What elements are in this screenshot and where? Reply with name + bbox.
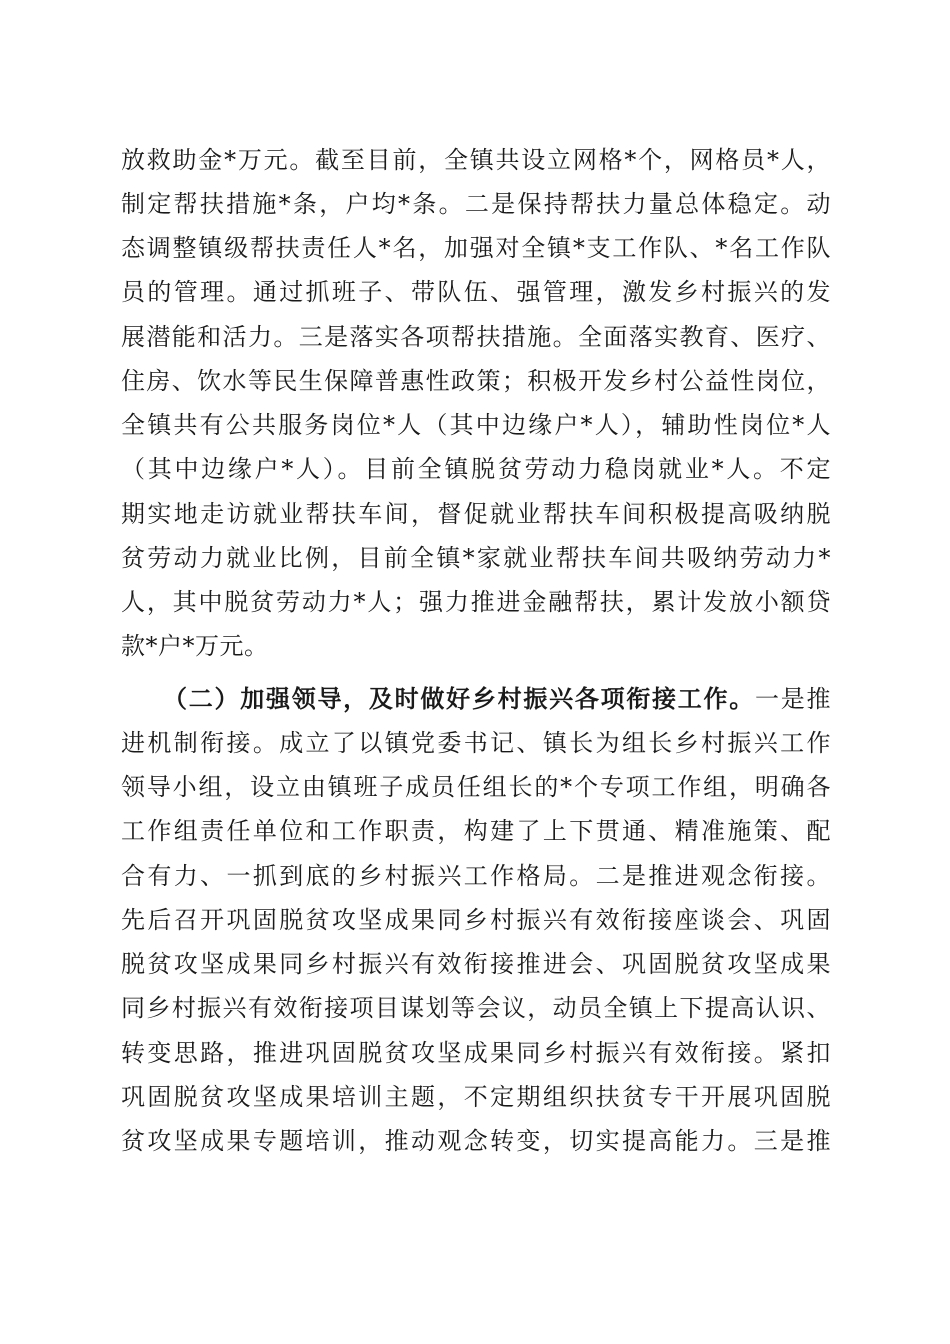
paragraph-text: 一是推 bbox=[755, 685, 832, 713]
paragraph-line: 人，其中脱贫劳动力*人；强力推进金融帮扶，累计发放小额贷 bbox=[121, 588, 831, 616]
paragraph-line: 款*户*万元。 bbox=[121, 632, 269, 660]
paragraph-line: 转变思路，推进巩固脱贫攻坚成果同乡村振兴有效衔接。紧扣 bbox=[121, 1039, 831, 1067]
section-heading-line bbox=[163, 679, 831, 719]
paragraph-line: 住房、饮水等民生保障普惠性政策；积极开发乡村公益性岗位， bbox=[121, 367, 831, 395]
paragraph-line: 领导小组，设立由镇班子成员任组长的*个专项工作组，明确各 bbox=[121, 773, 831, 801]
paragraph-line: 脱贫攻坚成果同乡村振兴有效衔接推进会、巩固脱贫攻坚成果 bbox=[121, 950, 831, 978]
paragraph-line: 同乡村振兴有效衔接项目谋划等会议，动员全镇上下提高认识、 bbox=[121, 994, 831, 1022]
paragraph-line: 工作组责任单位和工作职责，构建了上下贯通、精准施策、配 bbox=[121, 817, 831, 845]
paragraph-line: 贫攻坚成果专题培训，推动观念转变，切实提高能力。三是推 bbox=[121, 1127, 831, 1155]
paragraph-line: 制定帮扶措施*条，户均*条。二是保持帮扶力量总体稳定。动 bbox=[121, 190, 831, 218]
paragraph-line: 展潜能和活力。三是落实各项帮扶措施。全面落实教育、医疗、 bbox=[121, 323, 831, 351]
paragraph-line: 合有力、一抓到底的乡村振兴工作格局。二是推进观念衔接。 bbox=[121, 862, 831, 890]
paragraph-line: 态调整镇级帮扶责任人*名，加强对全镇*支工作队、*名工作队 bbox=[121, 234, 831, 262]
paragraph-line: （其中边缘户*人）。目前全镇脱贫劳动力稳岗就业*人。不定 bbox=[121, 455, 831, 483]
paragraph-line: 巩固脱贫攻坚成果培训主题，不定期组织扶贫专干开展巩固脱 bbox=[121, 1083, 831, 1111]
section-heading: （二）加强领导，及时做好乡村振兴各项衔接工作。 bbox=[163, 684, 756, 713]
paragraph-line: 期实地走访就业帮扶车间，督促就业帮扶车间积极提高吸纳脱 bbox=[121, 500, 831, 528]
paragraph-line: 先后召开巩固脱贫攻坚成果同乡村振兴有效衔接座谈会、巩固 bbox=[121, 906, 831, 934]
paragraph-line: 员的管理。通过抓班子、带队伍、强管理，激发乡村振兴的发 bbox=[121, 278, 831, 306]
paragraph-line: 全镇共有公共服务岗位*人（其中边缘户*人），辅助性岗位*人 bbox=[121, 411, 831, 439]
paragraph-line: 贫劳动力就业比例，目前全镇*家就业帮扶车间共吸纳劳动力* bbox=[121, 544, 831, 572]
paragraph-line: 进机制衔接。成立了以镇党委书记、镇长为组长乡村振兴工作 bbox=[121, 729, 831, 757]
paragraph-line: 放救助金*万元。截至目前，全镇共设立网格*个，网格员*人， bbox=[121, 146, 831, 174]
